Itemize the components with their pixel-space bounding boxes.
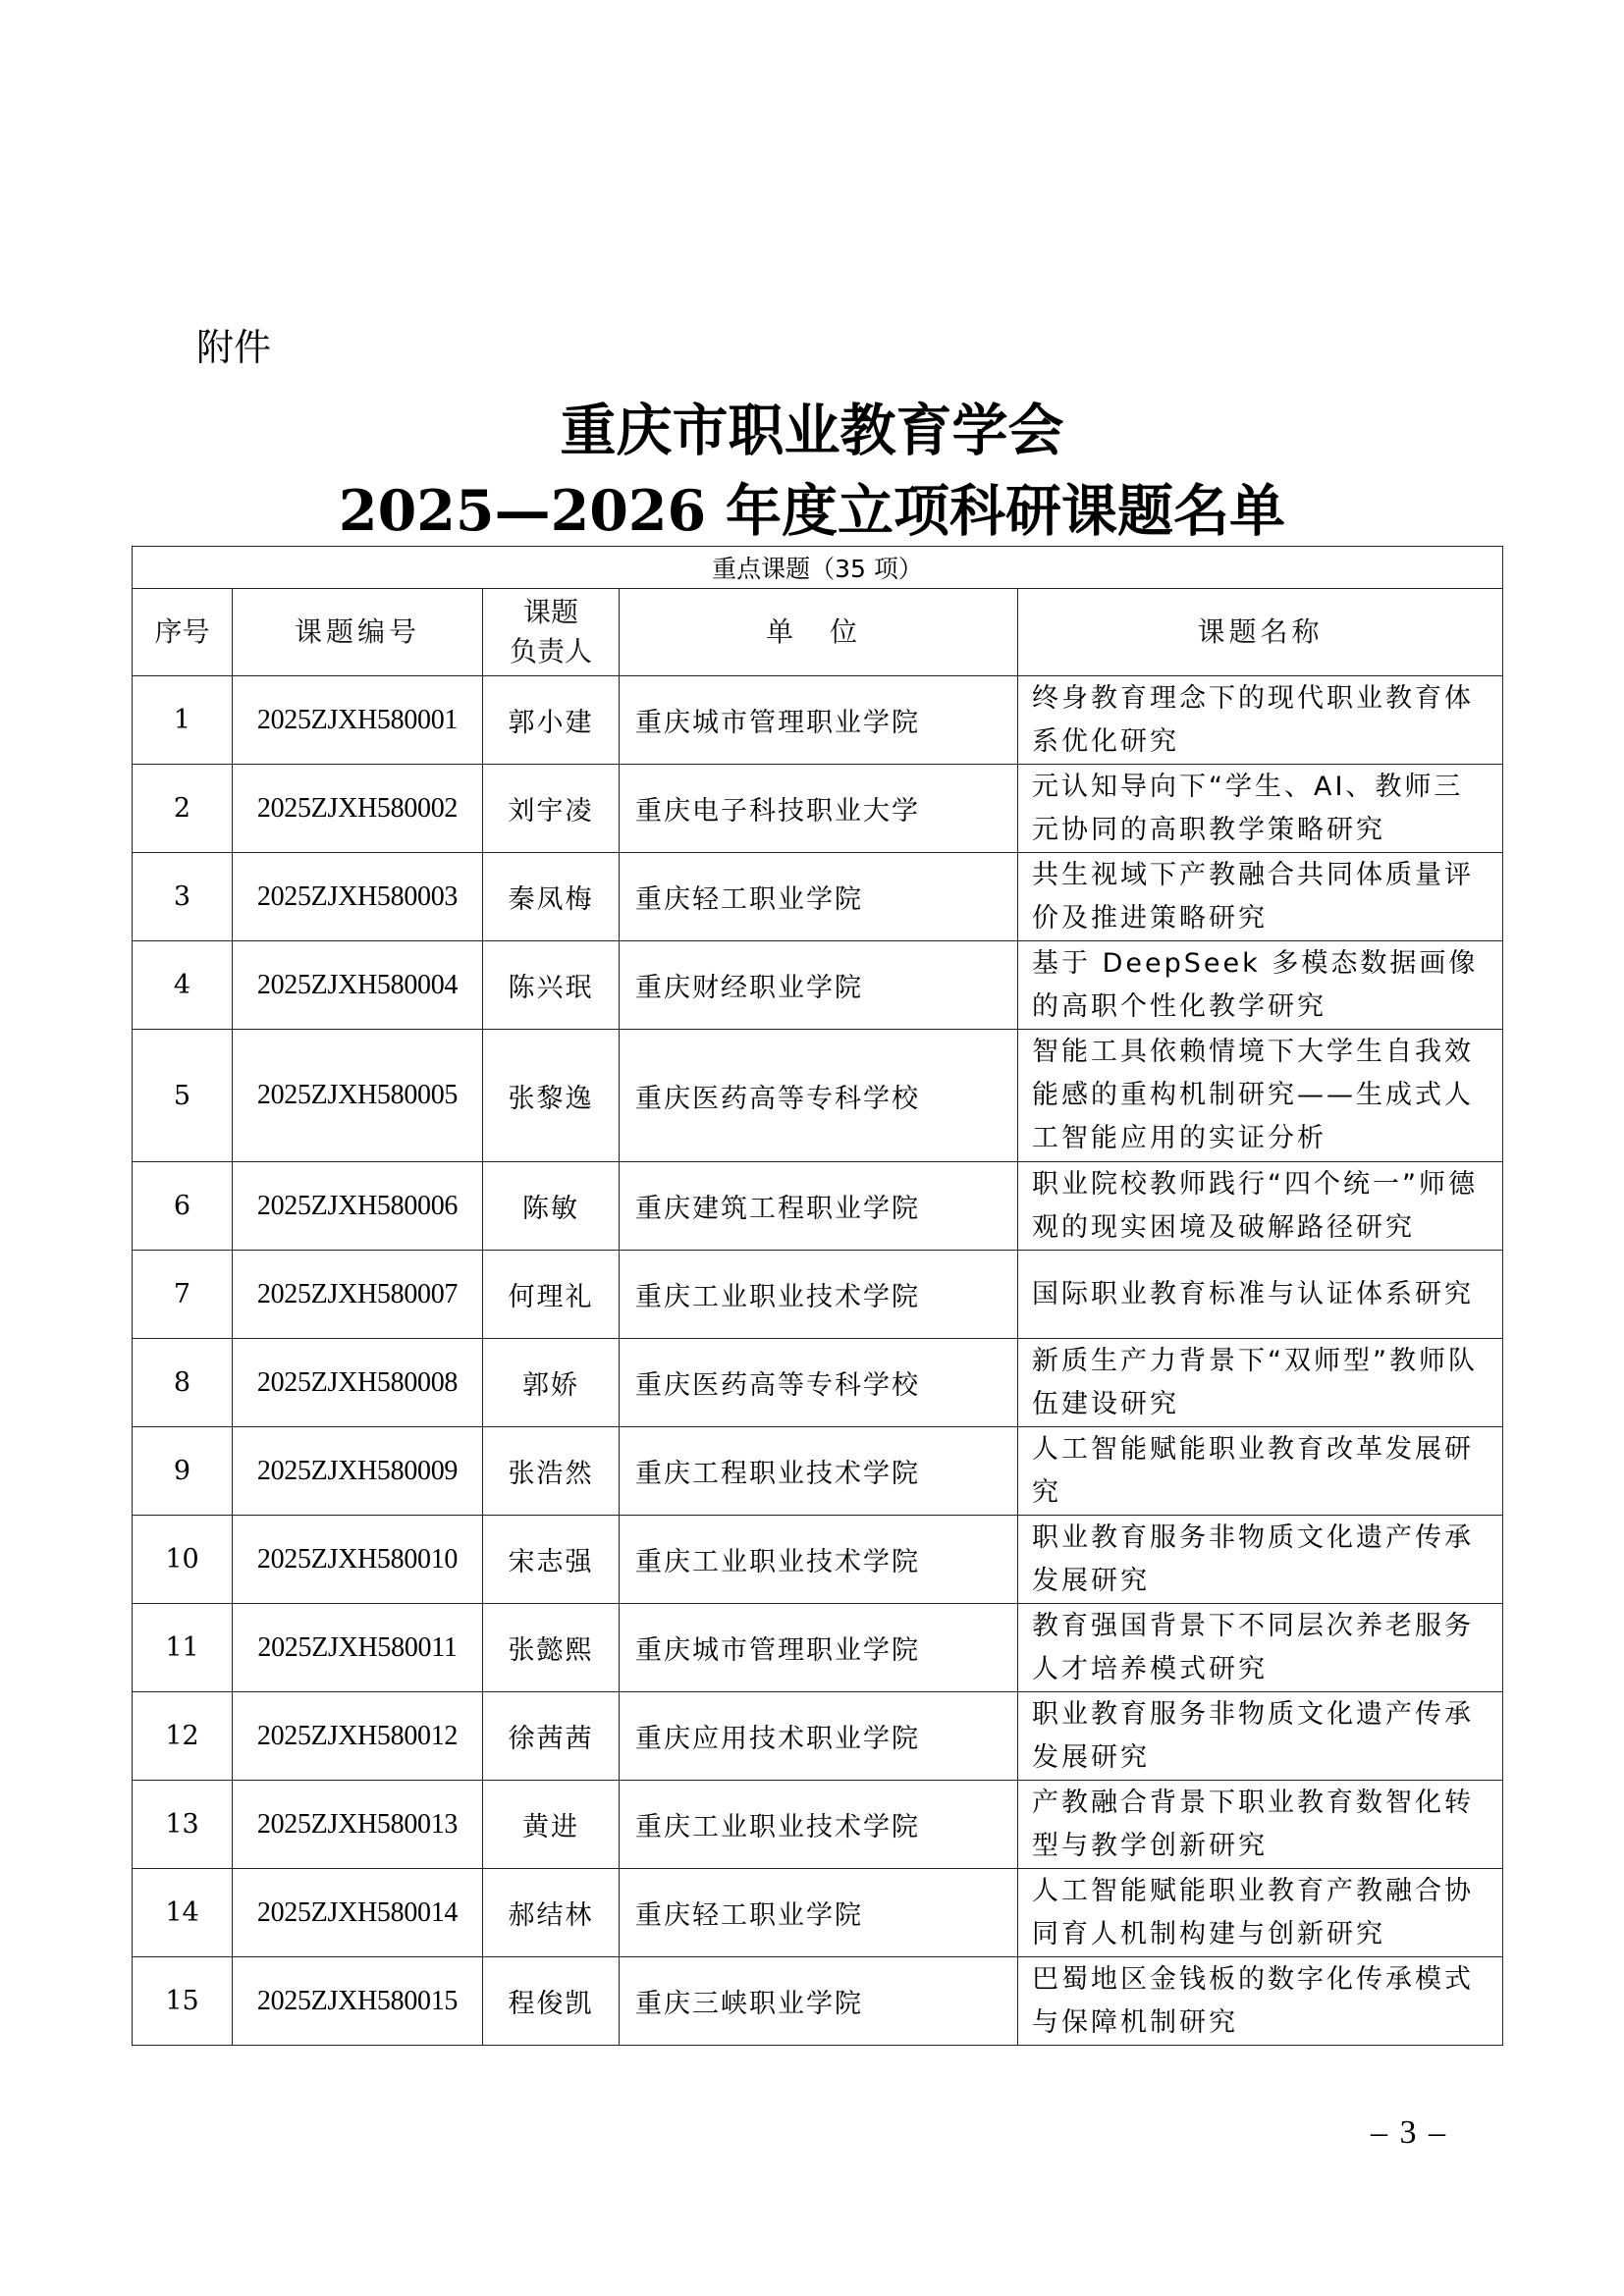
cell-no: 8 (133, 1339, 233, 1427)
cell-topic: 基于 DeepSeek 多模态数据画像的高职个性化教学研究 (1018, 941, 1503, 1030)
cell-unit: 重庆医药高等专科学校 (620, 1339, 1018, 1427)
cell-no: 14 (133, 1869, 233, 1957)
page-number: – 3 – (1371, 2114, 1447, 2151)
cell-unit: 重庆应用技术职业学院 (620, 1692, 1018, 1781)
cell-no: 11 (133, 1604, 233, 1692)
cell-topic: 职业教育服务非物质文化遗产传承发展研究 (1018, 1692, 1503, 1781)
cell-topic: 巴蜀地区金钱板的数字化传承模式与保障机制研究 (1018, 1957, 1503, 2046)
column-header-topic: 课题名称 (1018, 589, 1503, 676)
attachment-label: 附件 (196, 326, 272, 369)
cell-unit: 重庆工程职业技术学院 (620, 1427, 1018, 1516)
cell-unit: 重庆财经职业学院 (620, 941, 1018, 1030)
table-row (133, 1251, 1503, 1339)
cell-no: 2 (133, 765, 233, 853)
cell-pi: 张黎逸 (483, 1030, 620, 1162)
cell-topic: 智能工具依赖情境下大学生自我效能感的重构机制研究——生成式人工智能应用的实证分析 (1018, 1030, 1503, 1162)
cell-unit: 重庆工业职业技术学院 (620, 1516, 1018, 1604)
cell-no: 13 (133, 1781, 233, 1869)
cell-unit: 重庆医药高等专科学校 (620, 1030, 1018, 1162)
cell-pi: 秦凤梅 (483, 853, 620, 941)
cell-code: 2025ZJXH580005 (233, 1030, 483, 1162)
cell-topic: 教育强国背景下不同层次养老服务人才培养模式研究 (1018, 1604, 1503, 1692)
cell-code: 2025ZJXH580001 (233, 676, 483, 765)
table-body (133, 676, 1503, 2046)
cell-code: 2025ZJXH580002 (233, 765, 483, 853)
cell-pi: 宋志强 (483, 1516, 620, 1604)
cell-topic: 人工智能赋能职业教育改革发展研究 (1018, 1427, 1503, 1516)
cell-pi: 徐茜茜 (483, 1692, 620, 1781)
cell-code: 2025ZJXH580013 (233, 1781, 483, 1869)
table-row (133, 853, 1503, 941)
table-row (133, 1781, 1503, 1869)
column-header-pi-line-1: 课题 (522, 596, 578, 628)
section-header-row (133, 547, 1503, 589)
cell-no: 5 (133, 1030, 233, 1162)
cell-pi: 郝结林 (483, 1869, 620, 1957)
column-header-row (133, 589, 1503, 676)
table-row (133, 1339, 1503, 1427)
cell-no: 9 (133, 1427, 233, 1516)
cell-pi: 刘宇凌 (483, 765, 620, 853)
cell-topic: 终身教育理念下的现代职业教育体系优化研究 (1018, 676, 1503, 765)
cell-topic: 人工智能赋能职业教育产教融合协同育人机制构建与创新研究 (1018, 1869, 1503, 1957)
cell-pi: 陈兴珉 (483, 941, 620, 1030)
cell-no: 10 (133, 1516, 233, 1604)
table-row (133, 676, 1503, 765)
cell-pi: 何理礼 (483, 1251, 620, 1339)
cell-unit: 重庆工业职业技术学院 (620, 1781, 1018, 1869)
cell-pi: 张懿熙 (483, 1604, 620, 1692)
cell-topic: 职业教育服务非物质文化遗产传承发展研究 (1018, 1516, 1503, 1604)
table-row (133, 1869, 1503, 1957)
cell-pi: 郭小建 (483, 676, 620, 765)
column-header-unit: 单 位 (620, 589, 1018, 676)
cell-topic: 职业院校教师践行“四个统一”师德观的现实困境及破解路径研究 (1018, 1162, 1503, 1251)
cell-topic: 元认知导向下“学生、AI、教师三元协同的高职教学策略研究 (1018, 765, 1503, 853)
cell-pi: 陈敏 (483, 1162, 620, 1251)
cell-unit: 重庆轻工职业学院 (620, 853, 1018, 941)
cell-no: 1 (133, 676, 233, 765)
cell-code: 2025ZJXH580011 (233, 1604, 483, 1692)
cell-unit: 重庆三峡职业学院 (620, 1957, 1018, 2046)
cell-unit: 重庆建筑工程职业学院 (620, 1162, 1018, 1251)
cell-no: 3 (133, 853, 233, 941)
table-row (133, 1162, 1503, 1251)
cell-no: 6 (133, 1162, 233, 1251)
document-title-line-1: 重庆市职业教育学会 (560, 398, 1064, 463)
cell-code: 2025ZJXH580015 (233, 1957, 483, 2046)
cell-code: 2025ZJXH580012 (233, 1692, 483, 1781)
cell-code: 2025ZJXH580014 (233, 1869, 483, 1957)
cell-topic: 产教融合背景下职业教育数智化转型与教学创新研究 (1018, 1781, 1503, 1869)
cell-unit: 重庆城市管理职业学院 (620, 1604, 1018, 1692)
cell-topic: 国际职业教育标准与认证体系研究 (1018, 1251, 1503, 1339)
table-row (133, 1692, 1503, 1781)
cell-code: 2025ZJXH580003 (233, 853, 483, 941)
column-header-pi (483, 589, 620, 676)
cell-no: 12 (133, 1692, 233, 1781)
table-row (133, 1030, 1503, 1162)
section-label: 重点课题（35 项） (133, 547, 1503, 589)
project-list-table (132, 546, 1503, 2046)
cell-code: 2025ZJXH580009 (233, 1427, 483, 1516)
cell-pi: 张浩然 (483, 1427, 620, 1516)
cell-pi: 黄进 (483, 1781, 620, 1869)
table-row (133, 765, 1503, 853)
cell-unit: 重庆工业职业技术学院 (620, 1251, 1018, 1339)
cell-no: 7 (133, 1251, 233, 1339)
cell-code: 2025ZJXH580006 (233, 1162, 483, 1251)
cell-pi: 程俊凯 (483, 1957, 620, 2046)
cell-code: 2025ZJXH580010 (233, 1516, 483, 1604)
cell-unit: 重庆城市管理职业学院 (620, 676, 1018, 765)
table-row (133, 941, 1503, 1030)
table-row (133, 1427, 1503, 1516)
column-header-no: 序号 (133, 589, 233, 676)
cell-topic: 新质生产力背景下“双师型”教师队伍建设研究 (1018, 1339, 1503, 1427)
table-row (133, 1957, 1503, 2046)
cell-no: 4 (133, 941, 233, 1030)
cell-code: 2025ZJXH580004 (233, 941, 483, 1030)
cell-unit: 重庆电子科技职业大学 (620, 765, 1018, 853)
cell-pi: 郭娇 (483, 1339, 620, 1427)
cell-code: 2025ZJXH580007 (233, 1251, 483, 1339)
table-row (133, 1604, 1503, 1692)
cell-no: 15 (133, 1957, 233, 2046)
cell-code: 2025ZJXH580008 (233, 1339, 483, 1427)
cell-unit: 重庆轻工职业学院 (620, 1869, 1018, 1957)
cell-topic: 共生视域下产教融合共同体质量评价及推进策略研究 (1018, 853, 1503, 941)
column-header-code: 课题编号 (233, 589, 483, 676)
table-row (133, 1516, 1503, 1604)
document-title-line-2: 2025—2026 年度立项科研课题名单 (338, 478, 1286, 544)
column-header-pi-line-2: 负责人 (509, 635, 592, 667)
